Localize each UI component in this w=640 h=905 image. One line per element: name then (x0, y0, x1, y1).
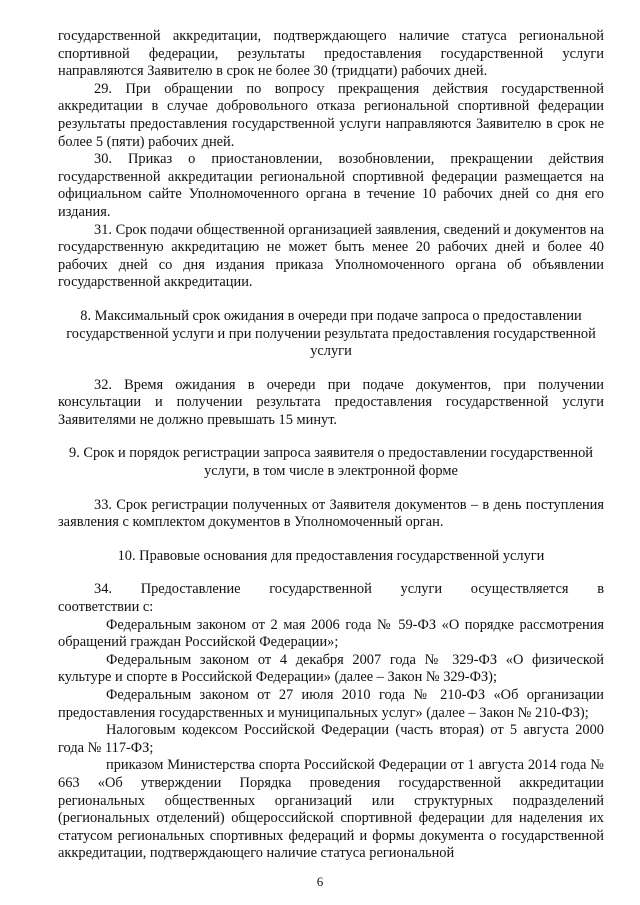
paragraph-29: 29. При обращении по вопросу прекращения действия государственной аккредитации в случае добровольного отказа региональной спортивной федерации результаты предоставления государственной услуги направляются Заявителю в срок не более 5 (пяти) рабочих дней. (58, 80, 604, 150)
paragraph-30: 30. Приказ о приостановлении, возобновлении, прекращении действия государственной аккредитации региональной спортивной федерации размещается на официальном сайте Уполномоченного органа в течение 10 рабочих дней со дня его издания. (58, 151, 604, 220)
paragraph-31: 31. Срок подачи общественной организацией заявления, сведений и документов на государственную аккредитацию не может быть менее 20 рабочих дней и более 40 рабочих дней со дня издания приказа Уполномоченного органа об объявлении государственной аккредитации. (58, 221, 604, 291)
tax-code: Налоговым кодексом Российской Федерации (часть вторая) от 5 августа 2000 года № 117-ФЗ; (58, 722, 604, 756)
law-59-fz: Федеральным законом от 2 мая 2006 года № 59-ФЗ «О порядке рассмотрения обращений граждан Российской Федерации»; (58, 616, 604, 651)
page-number: 6 (316, 874, 324, 889)
paragraph-continuation: государственной аккредитации, подтверждающего наличие статуса региональной спортивной федерации, результаты предоставления государственной услуги направляются Заявителю в срок не более 30 (тридцати) рабочих дней. (58, 28, 604, 80)
section-heading-8: 8. Максимальный срок ожидания в очереди при подаче запроса о предоставлении государственной услуги и при получении результата предоставления государственной услуги (66, 307, 596, 360)
section-heading-9: 9. Срок и порядок регистрации запроса заявителя о предоставлении государственной услуги, в том числе в электронной форме (69, 445, 593, 480)
law-210-fz: Федеральным законом от 27 июля 2010 года № 210-ФЗ «Об организации предоставления государственных и муниципальных услуг» (далее – Закон № 210-ФЗ); (58, 687, 604, 721)
section-heading-10: 10. Правовые основания для предоставления государственной услуги (117, 547, 545, 564)
paragraph-33: 33. Срок регистрации полученных от Заявителя документов – в день поступления заявления с комплектом документов в Уполномоченный орган. (58, 496, 604, 531)
law-329-fz: Федеральным законом от 4 декабря 2007 года № 329-ФЗ «О физической культуре и спорте в Российской Федерации» (далее – Закон № 329-ФЗ); (58, 651, 604, 686)
paragraph-34-intro: 34. Предоставление государственной услуги осуществляется в (94, 581, 604, 598)
paragraph-34-intro-end: соответствии с: (58, 599, 154, 616)
order-663: приказом Министерства спорта Российской Федерации от 1 августа 2014 года № 663 «Об утверждении Порядка проведения государственной аккредитации региональных общественных организаций или структурных подразделений (региональных отделений) общероссийской спортивной федерации для наделения их статусом региональных спортивных федераций и формы документа о государственной аккредитации, подтверждающего наличие статуса региональной (58, 757, 604, 862)
paragraph-32: 32. Время ожидания в очереди при подаче документов, при получении консультации и получении результата предоставления государственной услуги Заявителями не должно превышать 15 минут. (58, 376, 604, 428)
